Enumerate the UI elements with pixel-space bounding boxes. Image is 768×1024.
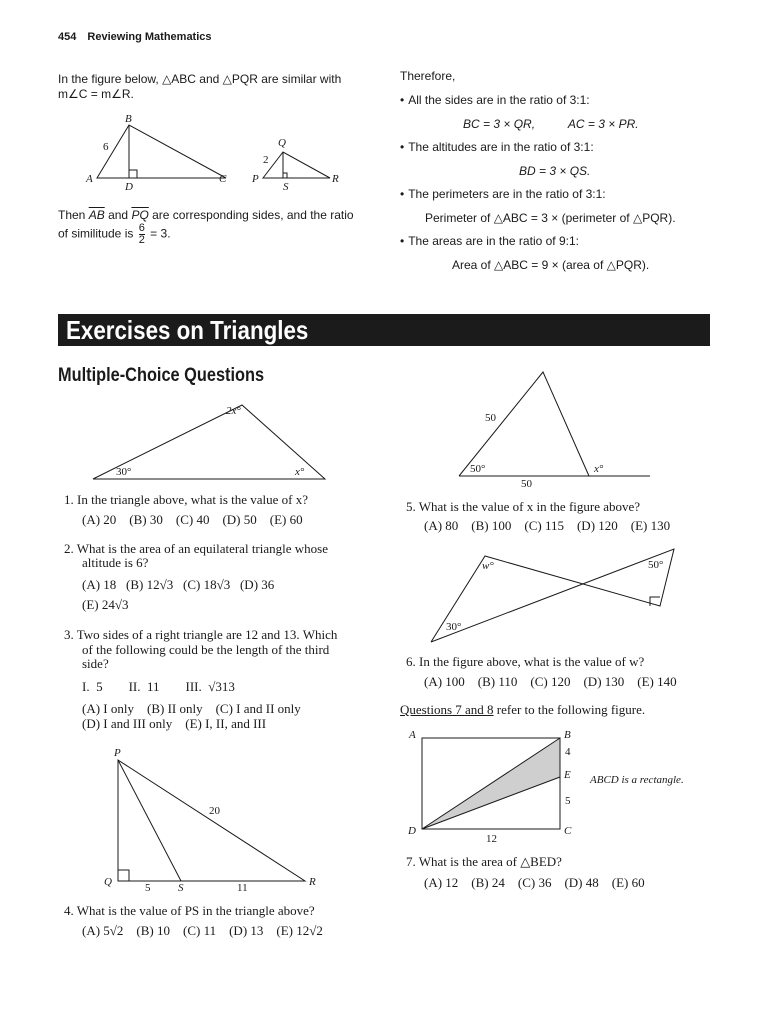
q1-choices: (A) 20 (B) 30 (C) 40 (D) 50 (E) 60 [82,512,303,527]
q7-choices: (A) 12 (B) 24 (C) 36 (D) 48 (E) 60 [424,875,645,890]
q7-8-intro: Questions 7 and 8 refer to the following figure. [400,702,646,717]
then-line: Then $\overline{AB}$ and $\overline{PQ}$ are corresponding sides, and the ratio [58,208,354,222]
q3-choices-2: (D) I and III only (E) I, II, and III [82,716,267,731]
bullet-sides: • All the sides are in the ratio of 3:1: [400,92,590,108]
q4-label-r: R [309,876,316,888]
q6-choices: (A) 100 (B) 110 (C) 120 (D) 130 (E) 140 [424,674,677,689]
q6-bowtie-figure [425,545,680,650]
q7-label-d: D [408,825,416,837]
eq-perimeters: Perimeter of △ABC = 3 × (perimeter of △PQR). [425,211,676,225]
eq-altitudes: BD = 3 × QS. [519,164,591,178]
intro-line-1: In the figure below, △ABC and △PQR are similar with [58,72,342,86]
ratio-line: of similitude is $\frac{6}{2}$ = 3. [58,222,171,246]
right-angle-mark-s [283,173,287,178]
q4-hyp-length: 20 [209,805,220,817]
q7-rectangle-note: ABCD is a rectangle. [590,774,684,786]
q6-angle-w: w° [482,560,494,572]
q1-triangle-figure [85,395,335,485]
q4-label-q: Q [104,876,112,888]
q4-sr-length: 11 [237,882,248,894]
q7-dc-length: 12 [486,833,497,845]
q7-label-a: A [409,729,416,741]
eq-sides: BC = 3 × QR, AC = 3 × PR. [463,117,639,131]
q1-angle-left: 30° [116,466,132,478]
bullet-areas: • The areas are in the ratio of 9:1: [400,233,579,249]
subsection-title: Multiple-Choice Questions [58,365,265,386]
q6-angle-30: 30° [446,621,462,633]
q4-label-p: P [114,747,121,759]
therefore-heading: Therefore, [400,69,456,83]
q5-base-angle: 50° [470,463,486,475]
q7-ec-length: 5 [565,795,571,807]
bullet-perimeters: • The perimeters are in the ratio of 3:1: [400,186,606,202]
label-ab-length: 6 [103,141,109,153]
q4-qs-length: 5 [145,882,151,894]
q7-text: 7. What is the area of △BED? [406,854,562,869]
q3-choices-1: (A) I only (B) II only (C) I and II only [82,701,301,716]
q4-triangle-figure [100,745,330,895]
eq-areas: Area of △ABC = 9 × (area of △PQR). [452,258,650,272]
q1-angle-top: 2x° [226,405,241,417]
triangle-pqr [263,152,330,178]
q5-text: 5. What is the value of x in the figure above? [406,499,641,514]
shaded-triangle-bed [422,738,560,829]
q3-line-2: of the following could be the length of the third [82,642,330,657]
q3-line-3: side? [82,656,109,671]
q5-base-length: 50 [521,478,532,490]
label-d: D [125,181,133,193]
label-p: P [252,173,259,185]
triangle-abc [97,125,226,178]
label-c: C [219,173,227,185]
q3-options: I. 5 II. 11 III. √313 [82,679,235,694]
q4-choices: (A) 5√2 (B) 10 (C) 11 (D) 13 (E) 12√2 [82,923,323,938]
q5-triangle-figure [450,365,655,492]
q4-text: 4. What is the value of PS in the triangle above? [64,903,315,918]
label-s: S [283,181,289,193]
section-title: Exercises on Triangles [66,315,309,345]
q4-label-s: S [178,882,184,894]
similar-triangles-figure [80,110,350,195]
bullet-altitudes: • The altitudes are in the ratio of 3:1: [400,139,594,155]
page-header [58,31,212,43]
label-q: Q [278,137,286,149]
q2-choices-1: (A) 18 (B) 12√3 (C) 18√3 (D) 36 [82,577,275,592]
q7-be-length: 4 [565,746,571,758]
page-number: 454 [58,31,77,43]
q2-choices-2: (E) 24√3 [82,597,129,612]
q5-side-length: 50 [485,412,496,424]
q7-label-b: B [564,729,571,741]
q7-label-e: E [564,769,571,781]
q7-rectangle-figure [400,728,710,848]
intro-line-2: m∠C = m∠R. [58,87,134,101]
q1-text: 1. In the triangle above, what is the value of x? [64,492,309,507]
label-a: A [86,173,93,185]
ratio-fraction: $\frac{6}{2}$ [138,222,145,246]
running-title: Reviewing Mathematics [87,31,212,43]
q3-line-1: 3. Two sides of a right triangle are 12 and 13. Which [64,627,338,642]
q5-exterior-angle: x° [594,463,604,475]
q2-line-1: 2. What is the area of an equilateral triangle whose [64,541,328,556]
section-banner [58,314,710,346]
label-pq-length: 2 [263,154,269,166]
q7-label-c: C [564,825,572,837]
label-b: B [125,113,132,125]
q6-text: 6. In the figure above, what is the value of w? [406,654,645,669]
label-r: R [332,173,339,185]
q5-choices: (A) 80 (B) 100 (C) 115 (D) 120 (E) 130 [424,518,671,533]
q2-line-2: altitude is 6? [82,555,149,570]
q6-angle-50: 50° [648,559,664,571]
q1-angle-right: x° [295,466,305,478]
right-angle-mark-d [129,170,137,178]
